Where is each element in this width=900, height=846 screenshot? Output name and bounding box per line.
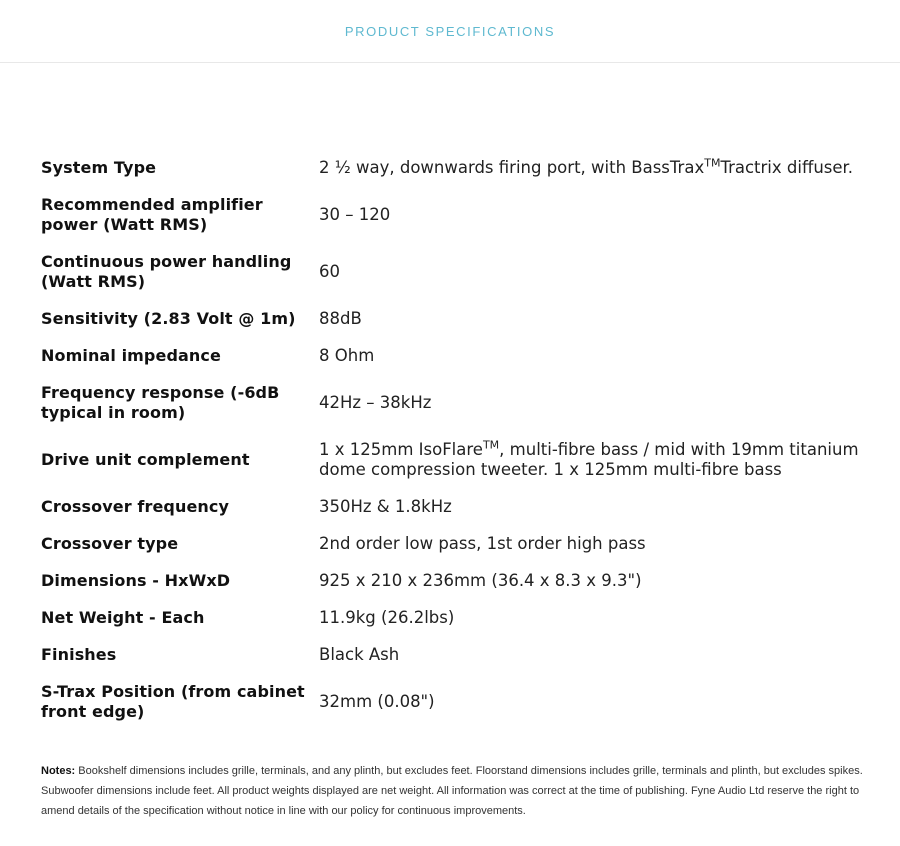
spec-value: 60 bbox=[319, 261, 340, 281]
spec-value: 1 x 125mm IsoFlare™, multi-fibre bass / mid with 19mm titanium dome compression tweeter. 1 x 125mm multi-fibre bass bbox=[319, 438, 859, 479]
spec-label: Frequency response (-6dB typical in room) bbox=[41, 382, 280, 422]
spec-table bbox=[41, 149, 861, 730]
trademark-sup: TM bbox=[482, 438, 500, 451]
spec-label: System Type bbox=[41, 157, 157, 177]
spec-value: 2nd order low pass, 1st order high pass bbox=[319, 533, 646, 553]
spec-value: 32mm (0.08") bbox=[319, 691, 435, 711]
spec-row bbox=[41, 374, 861, 431]
spec-label: Finishes bbox=[41, 644, 117, 664]
spec-label: Crossover frequency bbox=[41, 496, 230, 516]
spec-label: Recommended amplifier power (Watt RMS) bbox=[41, 194, 263, 234]
spec-row bbox=[41, 300, 861, 337]
spec-row bbox=[41, 488, 861, 525]
spec-label: S-Trax Position (from cabinet front edge) bbox=[41, 681, 305, 721]
spec-notes bbox=[41, 761, 871, 821]
trademark-sup: TM bbox=[704, 156, 721, 169]
spec-value: Black Ash bbox=[319, 644, 400, 664]
page-title: PRODUCT SPECIFICATIONS bbox=[344, 23, 556, 39]
spec-label: Net Weight - Each bbox=[41, 607, 205, 627]
spec-label: Drive unit complement bbox=[41, 449, 250, 469]
spec-row bbox=[41, 186, 861, 243]
spec-value: 42Hz – 38kHz bbox=[319, 392, 432, 412]
spec-value: 350Hz & 1.8kHz bbox=[319, 496, 452, 516]
spec-label: Crossover type bbox=[41, 533, 179, 553]
spec-value: 11.9kg (26.2lbs) bbox=[319, 607, 455, 627]
spec-label: Dimensions - HxWxD bbox=[41, 570, 231, 590]
spec-value: 88dB bbox=[319, 308, 362, 328]
spec-label: Nominal impedance bbox=[41, 345, 221, 365]
spec-row bbox=[41, 431, 861, 488]
notes-text: Bookshelf dimensions includes grille, terminals, and any plinth, but excludes feet. Floorstand dimensions includes grille, terminals and plinth, but excludes spikes. Subwoofer dimensions include feet. All product weights displayed are net weight. All information was correct at the time of publishing. Fyne Audio Ltd reserve the right to amend details of the specification without notice in line with our policy for continuous improvements. bbox=[41, 765, 863, 817]
spec-row bbox=[41, 149, 861, 186]
spec-row bbox=[41, 337, 861, 374]
spec-value: 2 ½ way, downwards firing port, with BassTrax™Tractrix diffuser. bbox=[319, 156, 854, 177]
spec-label: Sensitivity (2.83 Volt @ 1m) bbox=[41, 308, 296, 328]
spec-label: Continuous power handling (Watt RMS) bbox=[41, 251, 292, 291]
spec-value: 30 – 120 bbox=[319, 204, 391, 224]
spec-row bbox=[41, 243, 861, 300]
spec-row bbox=[41, 562, 861, 599]
notes-label: Notes: bbox=[41, 765, 76, 777]
page-header bbox=[0, 0, 900, 63]
spec-row bbox=[41, 525, 861, 562]
spec-row bbox=[41, 673, 861, 730]
spec-row bbox=[41, 599, 861, 636]
spec-value: 8 Ohm bbox=[319, 345, 375, 365]
spec-row bbox=[41, 636, 861, 673]
spec-value: 925 x 210 x 236mm (36.4 x 8.3 x 9.3") bbox=[319, 570, 642, 590]
